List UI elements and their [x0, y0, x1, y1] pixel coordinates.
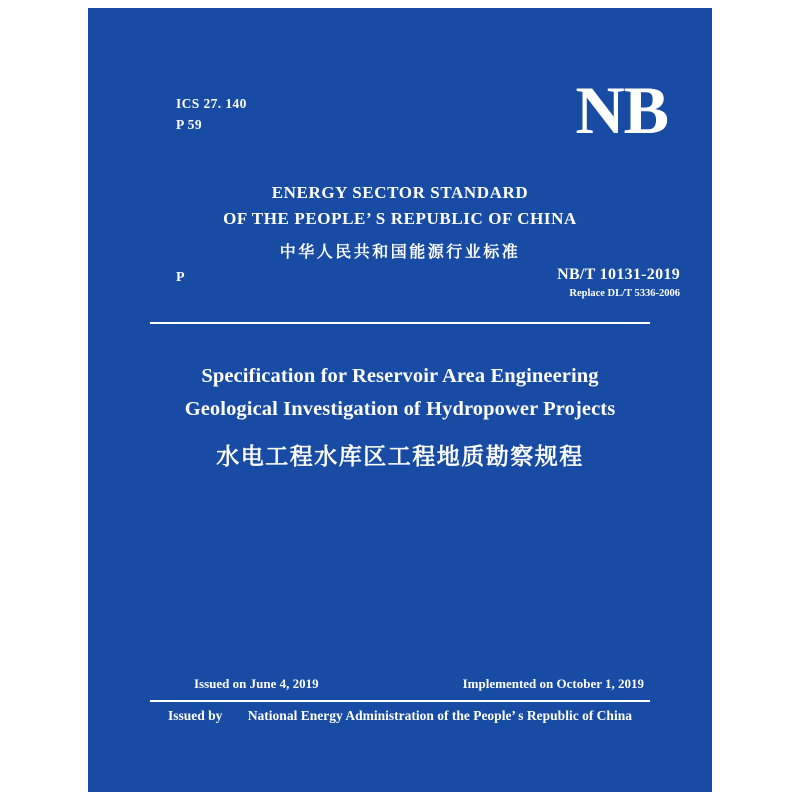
standard-header — [88, 180, 712, 262]
nb-logo-text: NB — [575, 72, 668, 148]
classification-code: P 59 — [176, 116, 202, 132]
issued-date: Issued on June 4, 2019 — [194, 676, 319, 691]
issuer-row — [88, 708, 712, 724]
classification-letter: P — [176, 270, 185, 285]
standard-header-line1: ENERGY SECTOR STANDARD — [271, 183, 529, 202]
standard-number-block — [557, 266, 680, 299]
implemented-date: Implemented on October 1, 2019 — [462, 676, 644, 691]
cover-top-row — [88, 72, 712, 170]
title-english-line2: Geological Investigation of Hydropower Projects — [184, 398, 616, 421]
standard-header-line2: OF THE PEOPLE’ S REPUBLIC OF CHINA — [223, 209, 577, 229]
standard-code-row — [88, 266, 712, 312]
divider-bottom — [150, 700, 650, 702]
standard-number: NB/T 10131-2019 — [557, 266, 680, 283]
replaced-standard: Replace DL/T 5336-2006 — [569, 288, 680, 299]
ics-code: ICS 27. 140 — [176, 96, 247, 111]
dates-row — [150, 676, 650, 692]
issued-by-label: Issued by — [168, 708, 223, 723]
ics-block — [176, 94, 247, 136]
nb-logo — [575, 72, 668, 148]
title-chinese: 水电工程水库区工程地质勘察规程 — [216, 444, 584, 471]
title-english-line1: Specification for Reservoir Area Engineering — [201, 365, 599, 387]
divider-top — [150, 322, 650, 324]
standard-cover-page — [88, 8, 712, 792]
standard-header-chinese: 中华人民共和国能源行业标准 — [279, 241, 521, 261]
issuing-authority: National Energy Administration of the People’ s Republic of China — [247, 708, 632, 723]
document-title — [88, 360, 712, 471]
